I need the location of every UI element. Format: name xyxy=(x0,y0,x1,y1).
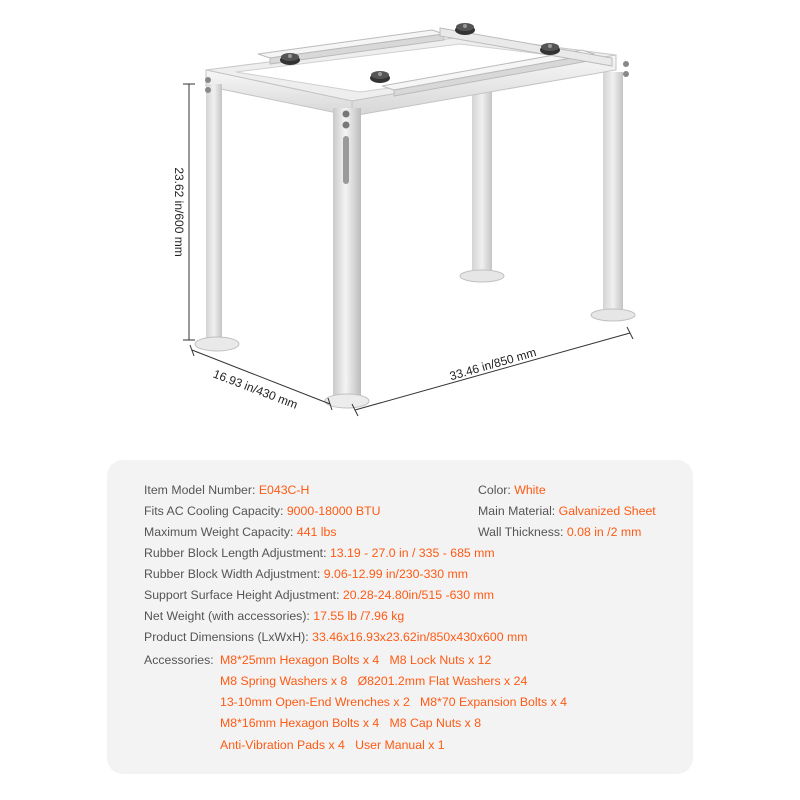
accessories-line-3: 13-10mm Open-End Wrenches x 2 M8*70 Expansion Bolts x 4 xyxy=(220,695,567,709)
spec-model: Item Model Number: E043C-H xyxy=(144,483,310,497)
depth-dimension xyxy=(190,345,332,412)
height-label: 23.62 in/600 mm xyxy=(172,167,186,257)
accessories-label: Accessories: xyxy=(144,653,214,667)
accessories-line-5: Anti-Vibration Pads x 4 User Manual x 1 xyxy=(220,738,445,752)
front-right-leg xyxy=(325,108,369,408)
spec-color: Color: White xyxy=(478,483,546,497)
spec-thickness: Wall Thickness: 0.08 in /2 mm xyxy=(478,525,642,539)
spec-max-weight: Maximum Weight Capacity: 441 lbs xyxy=(144,525,337,539)
depth-label: 16.93 in/430 mm xyxy=(211,366,300,412)
back-right-leg xyxy=(591,72,635,321)
spec-block-length: Rubber Block Length Adjustment: 13.19 - 27.0 in / 335 - 685 mm xyxy=(144,546,495,560)
front-left-leg xyxy=(195,77,239,351)
accessories-line-1: M8*25mm Hexagon Bolts x 4 M8 Lock Nuts x 12 xyxy=(220,653,492,667)
width-dimension xyxy=(352,327,633,416)
accessories-line-4: M8*16mm Hexagon Bolts x 4 M8 Cap Nuts x 8 xyxy=(220,716,482,730)
width-label: 33.46 in/850 mm xyxy=(448,345,538,384)
accessories-line-2: M8 Spring Washers x 8 Ø8201.2mm Flat Washers x 24 xyxy=(220,674,528,688)
spec-block-width: Rubber Block Width Adjustment: 9.06-12.99 in/230-330 mm xyxy=(144,567,469,581)
height-dimension xyxy=(172,84,195,340)
spec-net-weight: Net Weight (with accessories): 17.55 lb /7.96 kg xyxy=(144,609,405,623)
spec-surface-height: Support Surface Height Adjustment: 20.28-24.80in/515 -630 mm xyxy=(144,588,494,602)
spec-product-dimensions: Product Dimensions (LxWxH): 33.46x16.93x23.62in/850x430x600 mm xyxy=(144,630,528,644)
spec-capacity: Fits AC Cooling Capacity: 9000-18000 BTU xyxy=(144,504,381,518)
spec-material: Main Material: Galvanized Sheet xyxy=(478,504,656,518)
